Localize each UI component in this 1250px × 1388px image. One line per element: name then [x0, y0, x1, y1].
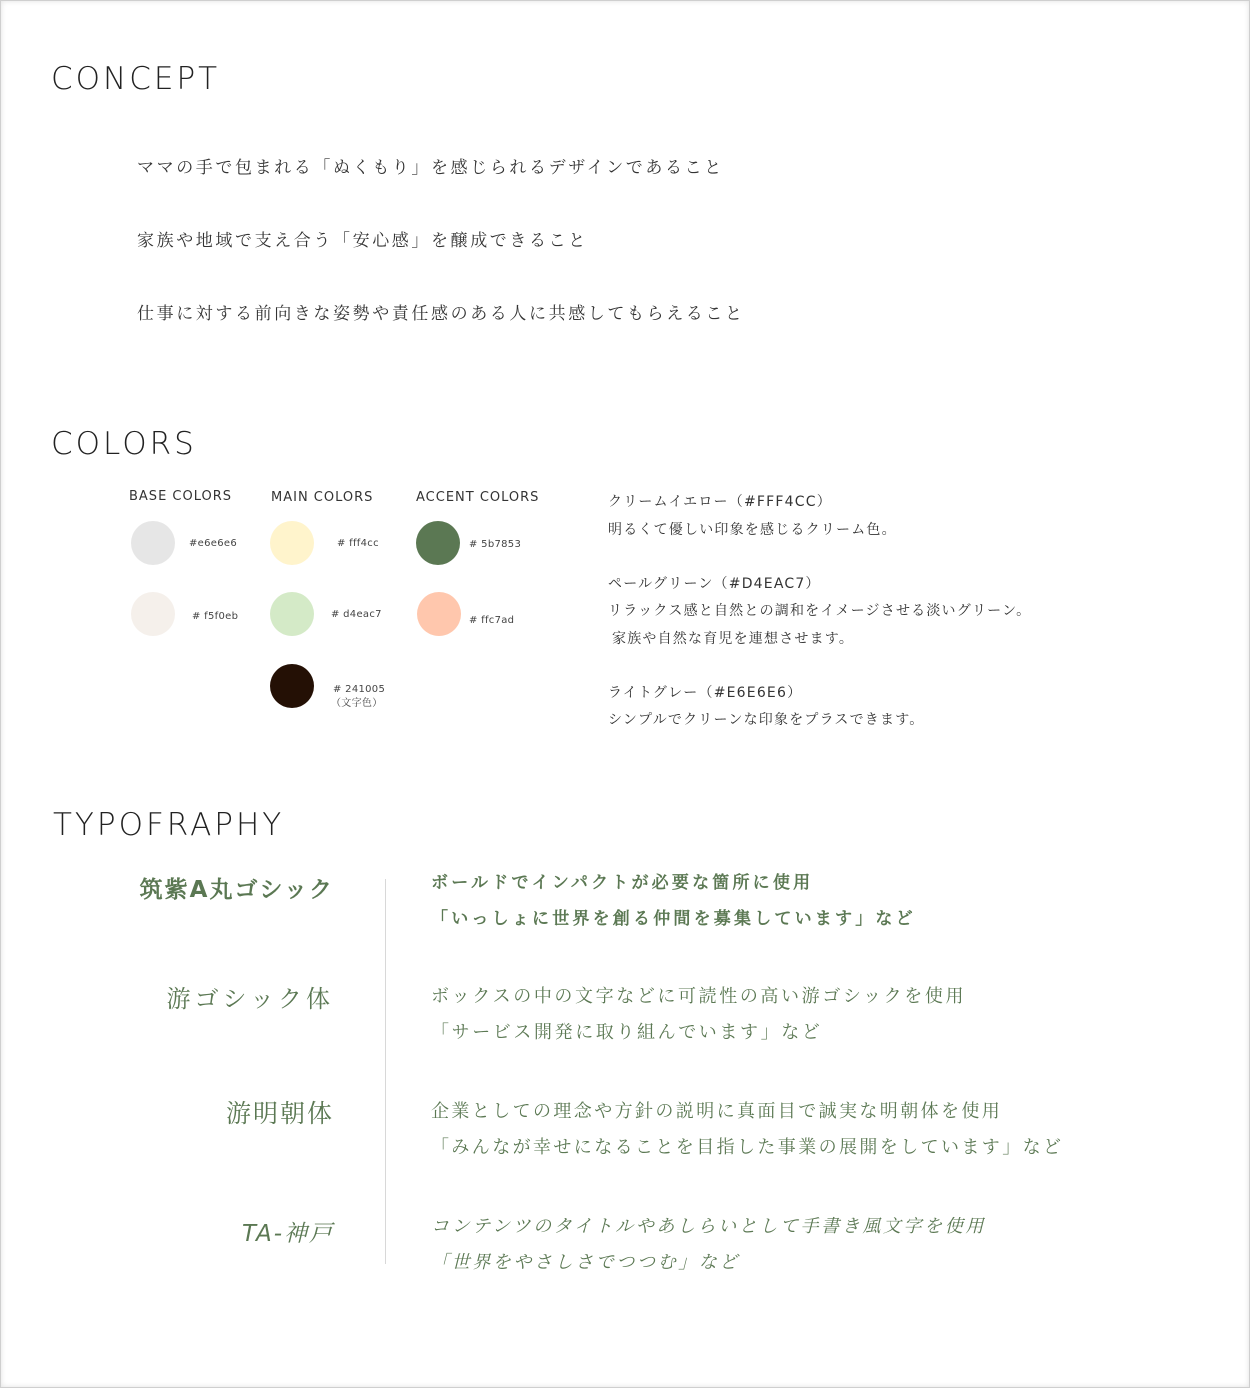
concept-title: CONCEPT [51, 61, 221, 97]
hex-main-2: # d4eac7 [331, 609, 382, 620]
swatch-base-2 [131, 592, 175, 636]
desc-green-text-1: リラックス感と自然との調和をイメージさせる淡いグリーン。 [608, 603, 1032, 619]
swatch-accent-2 [417, 592, 461, 636]
font-desc-yugothic-1: ボックスの中の文字などに可読性の高い游ゴシックを使用 [431, 986, 967, 1007]
hex-accent-1: # 5b7853 [469, 539, 522, 550]
concept-line-3: 仕事に対する前向きな姿勢や責任感のある人に共感してもらえること [137, 304, 745, 324]
font-desc-yugothic-2: 「サービス開発に取り組んでいます」など [431, 1022, 823, 1043]
swatch-main-1 [270, 521, 314, 565]
hex-accent-2: # ffc7ad [469, 615, 515, 626]
font-name-tsukushi: 筑紫A丸ゴシック [139, 877, 334, 903]
font-desc-tsukushi-2: 「いっしょに世界を創る仲間を募集しています」など [431, 909, 916, 929]
desc-gray-title: ライトグレー（#E6E6E6） [608, 685, 803, 701]
swatch-main-2 [270, 592, 314, 636]
font-desc-tsukushi-1: ボールドでインパクトが必要な箇所に使用 [431, 873, 814, 893]
font-desc-yumincho-1: 企業としての理念や方針の説明に真面目で誠実な明朝体を使用 [431, 1101, 1003, 1122]
font-name-takobe: TA-神戸 [242, 1221, 334, 1247]
font-desc-takobe-2: 「世界をやさしさでつつむ」など [431, 1252, 740, 1273]
swatch-main-3 [270, 664, 314, 708]
main-colors-label: MAIN COLORS [271, 490, 374, 505]
hex-main-3-note: （文字色） [331, 698, 383, 709]
desc-cream-title: クリームイエロー（#FFF4CC） [608, 494, 832, 510]
swatch-accent-1 [416, 521, 460, 565]
typography-title: TYPOFRAPHY [53, 807, 285, 843]
desc-gray-text: シンプルでクリーンな印象をプラスできます。 [608, 712, 925, 728]
font-desc-yumincho-2: 「みんなが幸せになることを目指した事業の展開をしています」など [431, 1137, 1064, 1158]
font-name-yumincho: 游明朝体 [225, 1099, 334, 1128]
base-colors-label: BASE COLORS [129, 489, 233, 504]
typography-divider [385, 879, 386, 1264]
hex-main-3: # 241005 [333, 684, 386, 695]
colors-title: COLORS [51, 426, 197, 462]
font-desc-takobe-1: コンテンツのタイトルやあしらいとして手書き風文字を使用 [431, 1216, 986, 1237]
font-name-yugothic: 游ゴシック体 [166, 985, 334, 1013]
desc-cream-text: 明るくて優しい印象を感じるクリーム色。 [608, 522, 897, 538]
hex-base-1: #e6e6e6 [189, 538, 238, 549]
desc-green-title: ペールグリーン（#D4EAC7） [608, 576, 821, 592]
concept-line-2: 家族や地域で支え合う「安心感」を醸成できること [137, 231, 588, 251]
desc-green-text-2: 家族や自然な育児を連想させます。 [612, 631, 855, 647]
hex-base-2: # f5f0eb [192, 611, 239, 622]
hex-main-1: # fff4cc [337, 538, 379, 549]
accent-colors-label: ACCENT COLORS [416, 490, 540, 505]
concept-line-1: ママの手で包まれる「ぬくもり」を感じられるデザインであること [137, 158, 724, 178]
swatch-base-1 [131, 521, 175, 565]
